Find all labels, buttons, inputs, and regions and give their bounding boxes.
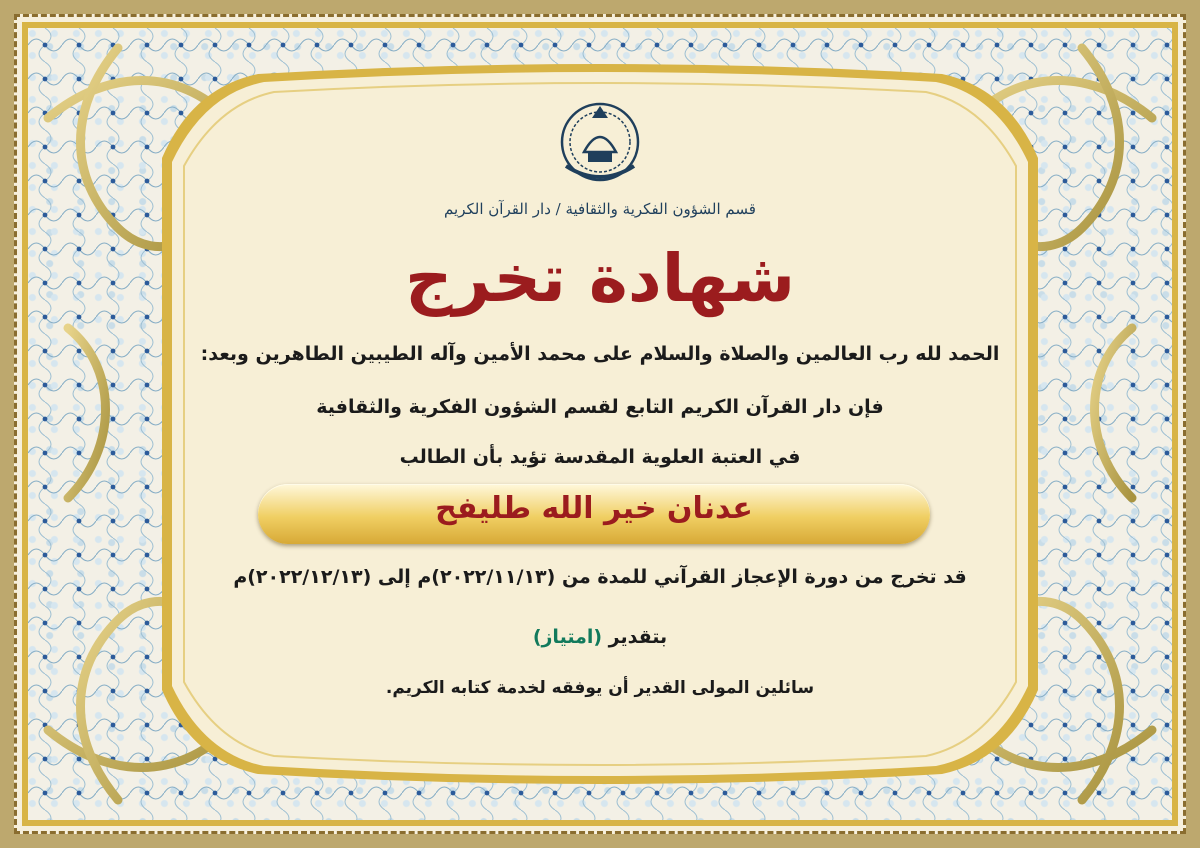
grade-value: (امتياز) bbox=[532, 626, 603, 648]
attest-line: في العتبة العلوية المقدسة تؤيد بأن الطالب bbox=[399, 446, 801, 468]
intro-line: الحمد لله رب العالمين والصلاة والسلام على محمد الأمين وآله الطيبين الطاهرين وبعد: bbox=[200, 343, 1000, 365]
issuer-line: فإن دار القرآن الكريم التابع لقسم الشؤون الفكرية والثقافية bbox=[316, 396, 884, 418]
course-line: قد تخرج من دورة الإعجاز القرآني للمدة من (٢٠٢٢/١١/١٣)م إلى (٢٠٢٢/١٢/١٣)م bbox=[233, 566, 967, 588]
grade-line bbox=[0, 626, 1200, 648]
closing-line: سائلين المولى القدير أن يوفقه لخدمة كتابه الكريم. bbox=[385, 678, 815, 698]
student-name: عدنان خير الله طليفح bbox=[435, 491, 753, 526]
grade-prefix: بتقدير bbox=[608, 626, 668, 648]
department-label: قسم الشؤون الفكرية والثقافية / دار القرآن الكريم bbox=[444, 200, 756, 218]
certificate-title: شهادة تخرج bbox=[404, 240, 796, 317]
